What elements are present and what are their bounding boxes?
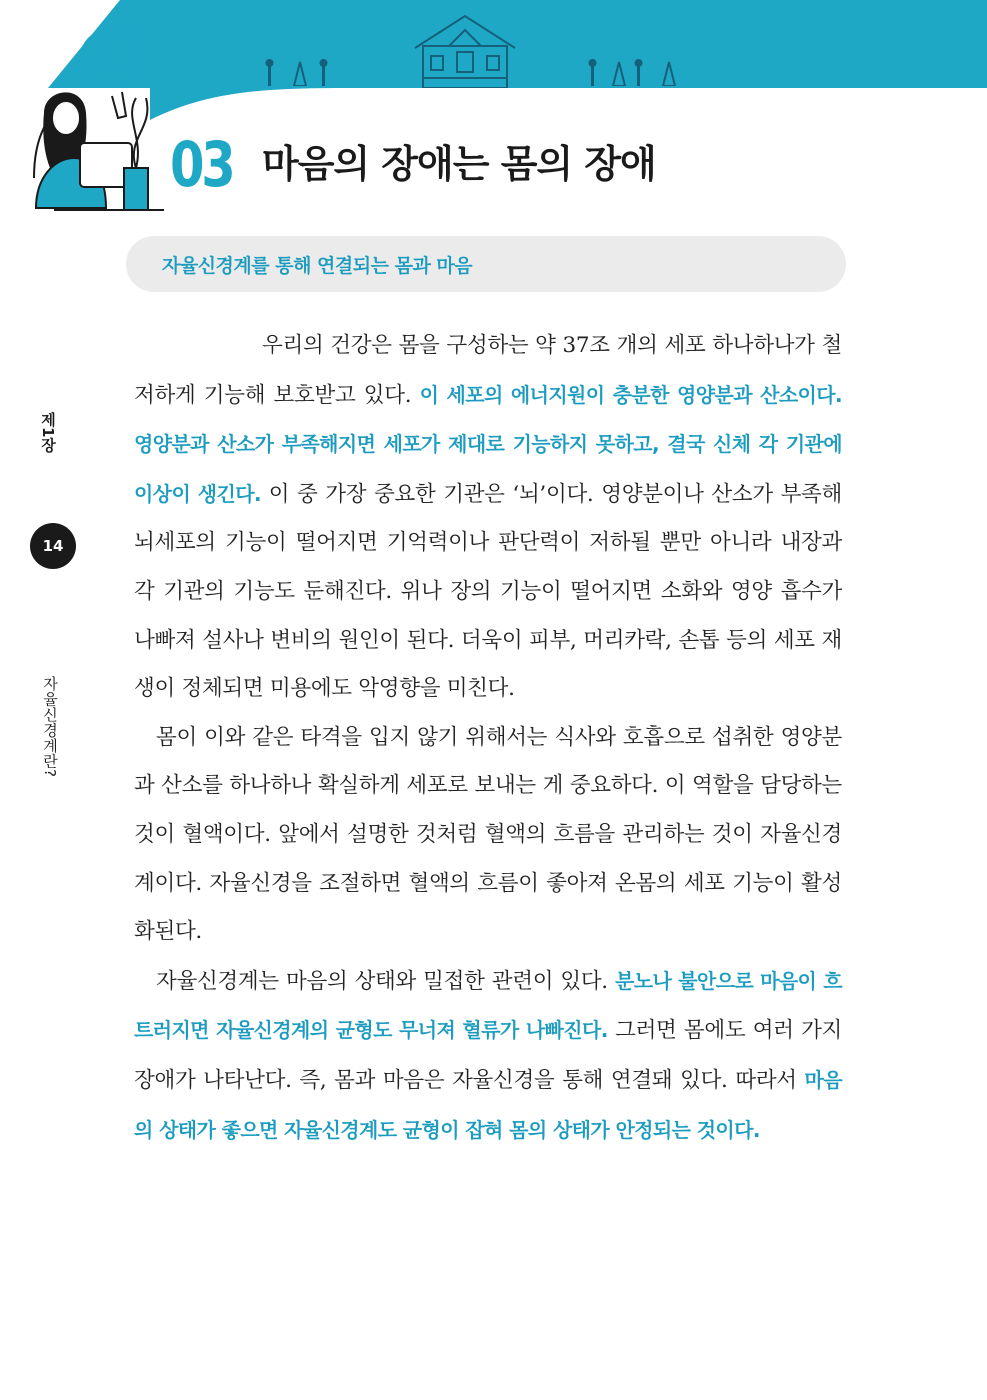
highlight-span: 마음의 상태가 좋으면 자율신경계도 균형이 잡혀 몸의 상태가 안정되는 것이다. (134, 1067, 842, 1142)
body-text (134, 322, 842, 1155)
house-illustration-icon (405, 8, 525, 88)
paragraph-3 (134, 957, 842, 1155)
body-span: 자율신경계는 마음의 상태와 밀접한 관련이 있다. (156, 968, 616, 994)
page-number-badge: 14 (30, 523, 76, 569)
woman-at-computer-illustration-icon (14, 18, 174, 218)
subhead-banner (126, 236, 846, 292)
body-span: 이 중 가장 중요한 기관은 ‘뇌’이다. 영양분이나 산소가 부족해 뇌세포의 기능이 떨어지면 기억력이나 판단력이 저하될 뿐만 아니라 내장과 각 기관의 기능도 둔해진다. 위나 장의 기능이 떨어지면 소화와 영양 흡수가 나빠져 설사나 변비의 원인이 된다. 더욱이 피부, 머리카락, 손톱 등의 세포 재생이 정체되면 미용에도 악영향을 미친다. (134, 481, 842, 702)
paragraph-1 (134, 322, 842, 714)
body-span: 그러면 몸에도 여러 가지 장애가 나타난다. 즉, 몸과 마음은 자율신경을 통해 연결돼 있다. 따라서 (134, 1018, 843, 1093)
lamp-trees-left-icon (258, 56, 348, 86)
chapter-number: 03 (170, 128, 233, 201)
lamp-trees-right-icon (585, 56, 685, 86)
side-section-label: 자율신경계란? (41, 676, 59, 778)
highlight-span: 이 세포의 에너지원이 충분한 영양분과 산소이다. 영양분과 산소가 부족해지면 세포가 제대로 기능하지 못하고, 결국 신체 각 기관에 이상이 생긴다. (134, 382, 842, 506)
subhead-text: 자율신경계를 통해 연결되는 몸과 마음 (162, 255, 473, 277)
body-span: 우리의 건강은 몸을 구성하는 약 37조 개의 세포 하나하나가 철저하게 기능해 보호받고 있다. (134, 333, 842, 408)
chapter-title: 마음의 장애는 몸의 장애 (262, 142, 656, 186)
highlight-span: 분노나 불안으로 마음이 흐트러지면 자율신경계의 균형도 무너져 혈류가 나빠진다. (134, 968, 842, 1043)
side-chapter-label: 제1장 (39, 412, 57, 453)
paragraph-2: 몸이 이와 같은 타격을 입지 않기 위해서는 식사와 호흡으로 섭취한 영양분과 산소를 하나하나 확실하게 세포로 보내는 게 중요하다. 이 역할을 담당하는 것이 혈액이다. 앞에서 설명한 것처럼 혈액의 흐름을 관리하는 것이 자율신경계이다. 자율신경을 조절하면 혈액의 흐름이 좋아져 온몸의 세포 기능이 활성화된다. (134, 724, 842, 945)
